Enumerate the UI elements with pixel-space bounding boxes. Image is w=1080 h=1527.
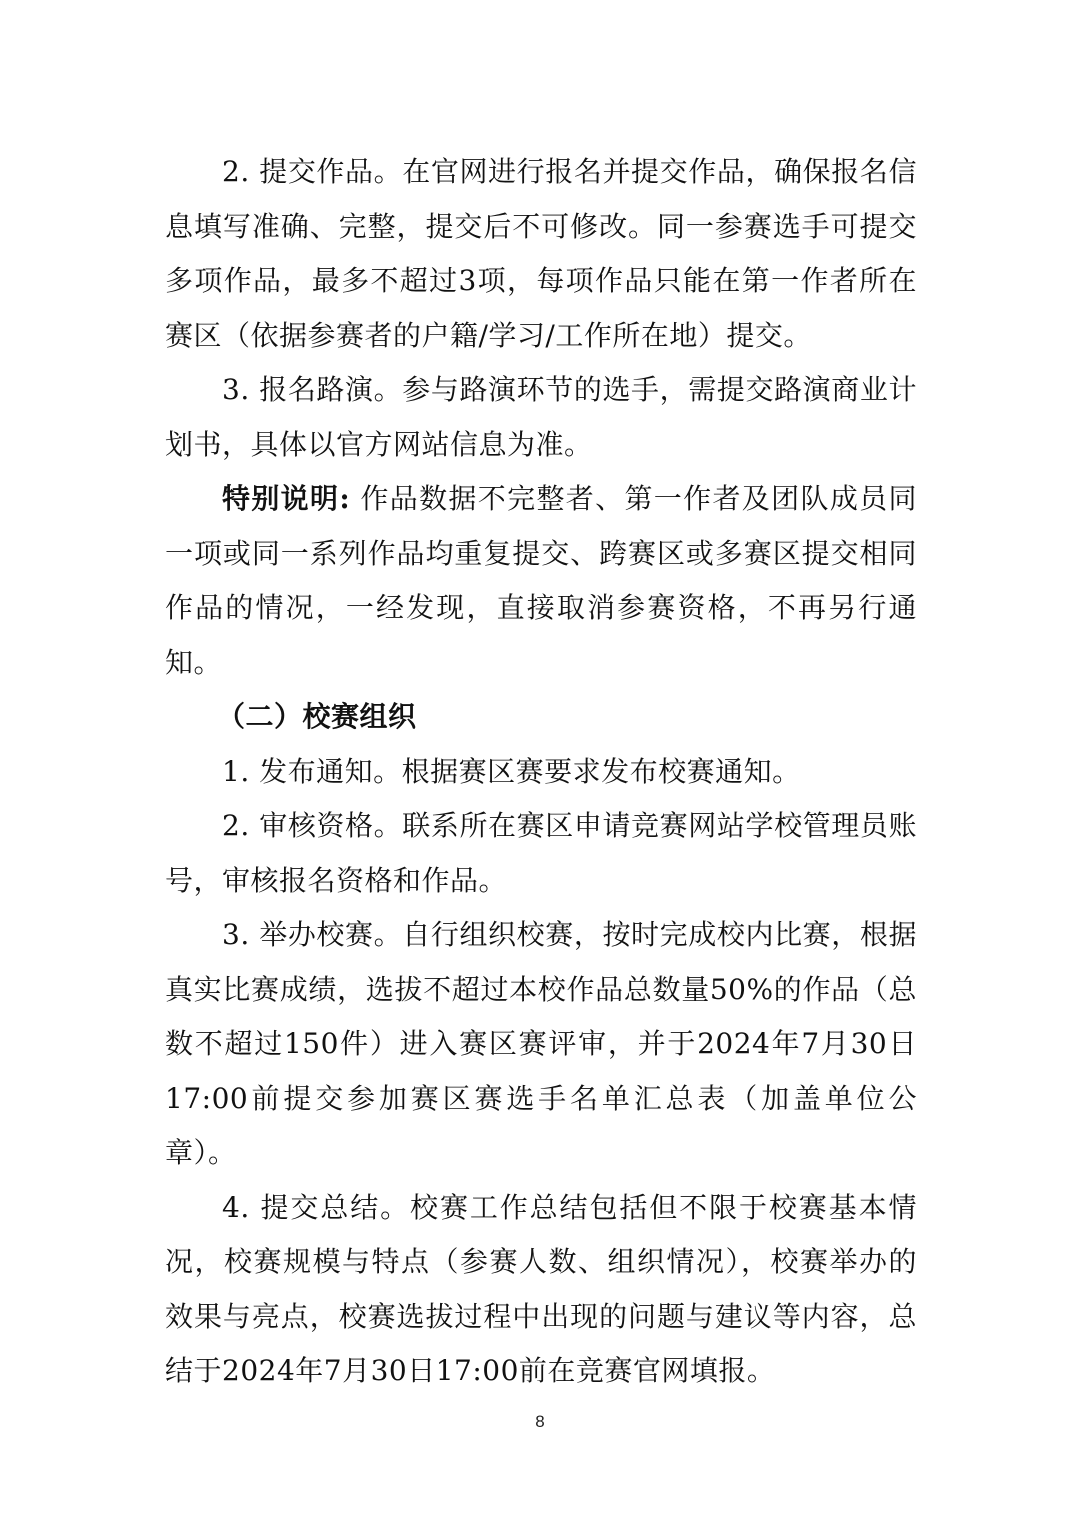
paragraph-roadshow-registration: 3. 报名路演。参与路演环节的选手，需提交路演商业计划书，具体以官方网站信息为准。 bbox=[165, 373, 917, 461]
special-note-text: 作品数据不完整者、第一作者及团队成员同一项或同一系列作品均重复提交、跨赛区或多赛区提交相同作品的情况，一经发现，直接取消参赛资格，不再另行通知。 bbox=[165, 482, 917, 679]
document-body bbox=[165, 145, 917, 1399]
paragraph-submit-summary: 4. 提交总结。校赛工作总结包括但不限于校赛基本情况，校赛规模与特点（参赛人数、组织情况），校赛举办的效果与亮点，校赛选拔过程中出现的问题与建议等内容，总结于2024年7月30日17:00前在竞赛官网填报。 bbox=[165, 1190, 917, 1387]
section-heading-school-competition: （二）校赛组织 bbox=[217, 700, 417, 733]
paragraph-review-qualification: 2. 审核资格。联系所在赛区申请竞赛网站学校管理员账号，审核报名资格和作品。 bbox=[165, 809, 917, 897]
paragraph-special-note bbox=[165, 472, 917, 690]
special-note-lead: 特别说明: bbox=[222, 482, 351, 515]
page-number: 8 bbox=[535, 1412, 545, 1431]
paragraph-publish-notice: 1. 发布通知。根据赛区赛要求发布校赛通知。 bbox=[222, 754, 801, 788]
paragraph-submit-works: 2. 提交作品。在官网进行报名并提交作品，确保报名信息填写准确、完整，提交后不可修改。同一参赛选手可提交多项作品，最多不超过3项，每项作品只能在第一作者所在赛区（依据参赛者的户籍/学习/工作所在地）提交。 bbox=[165, 155, 917, 352]
paragraph-hold-school-competition: 3. 举办校赛。自行组织校赛，按时完成校内比赛，根据真实比赛成绩，选拔不超过本校作品总数量50%的作品（总数不超过150件）进入赛区赛评审，并于2024年7月30日17:00前提交参加赛区赛选手名单汇总表（加盖单位公章）。 bbox=[165, 918, 917, 1169]
